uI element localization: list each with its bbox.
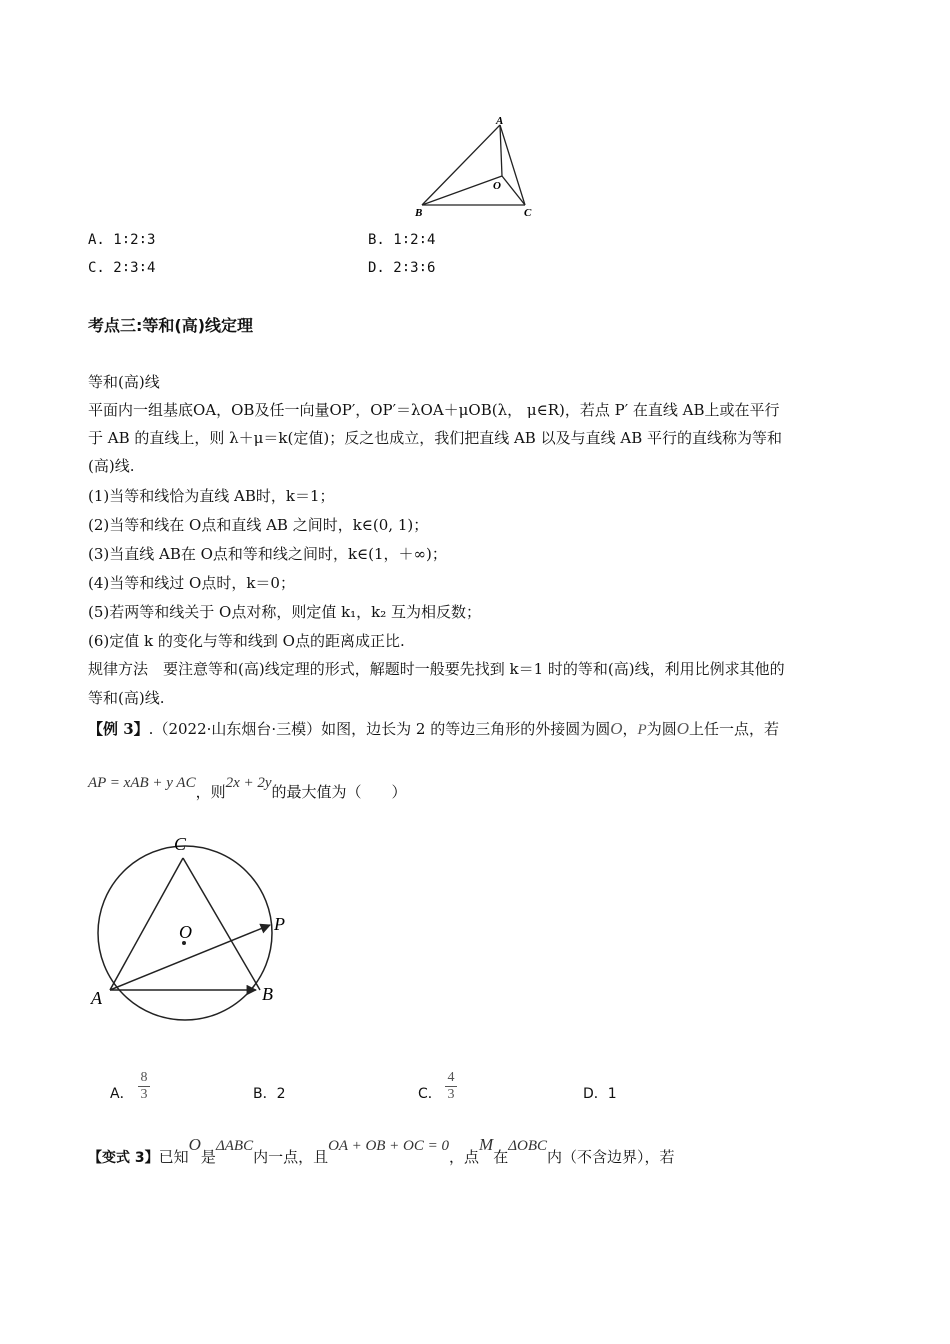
example3-tag: 【例 3】 [88, 720, 149, 738]
ex3-option-a-label: A． [110, 1086, 134, 1102]
example3-t4: 上任一点，若 [689, 720, 780, 738]
section-heading: 考点三:等和(高)线定理 [88, 316, 254, 335]
triangle-figure-1 [410, 110, 550, 220]
fig2-label-c: C [174, 834, 187, 854]
example3-o1: O [610, 719, 623, 738]
fig2-label-b: B [262, 984, 273, 1004]
fig1-label-o: O [493, 180, 501, 192]
body-line-4: (1)当等和线恰为直线 AB时，k＝1； [88, 487, 335, 505]
fig2-label-o: O [179, 922, 192, 942]
variant3-tri2: ΔOBC [508, 1138, 548, 1154]
body-line-7: (4)当等和线过 O点时，k＝0； [88, 574, 295, 592]
variant3-t2: 是 [200, 1148, 216, 1166]
variant3-t3: 内一点，且 [253, 1148, 329, 1166]
ex3-option-a-num: 8 [140, 1070, 148, 1085]
body-line-5: (2)当等和线在 O点和直线 AB 之间时，k∈(0, 1)； [88, 516, 429, 534]
body-line-10: 规律方法 要注意等和(高)线定理的形式，解题时一般要先找到 k＝1 时的等和(高)线，利用比例求其他的 [88, 660, 785, 678]
variant3-t6: 内（不含边界），若 [547, 1148, 675, 1166]
example3-formula: AP = xAB + y AC [88, 775, 196, 791]
fig2-label-a: A [91, 988, 102, 1008]
example3-t5: ，则 [195, 783, 226, 801]
example3-p: P [637, 722, 647, 738]
ex3-option-b: B．2 [253, 1086, 286, 1102]
variant3-t5: 在 [493, 1148, 509, 1166]
variant3-t4: ，点 [449, 1148, 480, 1166]
example3-text: .（2022·山东烟台·三模）如图，边长为 2 的等边三角形的外接圆为圆 [148, 720, 611, 738]
fig1-label-a: A [496, 115, 504, 127]
example3-line-2 [88, 775, 407, 807]
variant3-tag: 【变式 3】 [88, 1150, 159, 1166]
prev-option-c: C. 2∶3∶4 [88, 260, 156, 276]
ex3-option-d: D．1 [583, 1086, 617, 1102]
circle-triangle-figure [85, 830, 300, 1030]
ex3-option-a-fraction [138, 1070, 150, 1103]
ex3-option-c-fraction [445, 1070, 457, 1103]
body-line-6: (3)当直线 AB在 O点和等和线之间时，k∈(1，＋∞)； [88, 545, 447, 563]
example3-expr: 2x + 2y [225, 775, 272, 791]
ex3-option-a-den: 3 [140, 1087, 148, 1102]
example3-o2: O [676, 719, 689, 738]
body-line-9: (6)定值 k 的变化与等和线到 O点的距离成正比. [88, 632, 405, 650]
variant3-o: O [188, 1135, 201, 1154]
ex3-option-c-den: 3 [447, 1087, 455, 1102]
body-line-3: (高)线. [88, 457, 135, 475]
body-line-2: 于 AB 的直线上，则 λ＋μ＝k(定值)；反之也成立，我们把直线 AB 以及与直线 AB 平行的直线称为等和 [88, 429, 782, 447]
example3-t3: 为圆 [646, 720, 677, 738]
ex3-option-c-label: C． [418, 1086, 442, 1102]
prev-option-d: D. 2∶3∶6 [368, 260, 436, 276]
ex3-option-c-num: 4 [447, 1070, 455, 1085]
variant3-tri1: ΔABC [215, 1138, 254, 1154]
fig1-label-c: C [524, 207, 532, 219]
body-line-8: (5)若两等和线关于 O点对称，则定值 k₁，k₂ 互为相反数； [88, 603, 482, 621]
body-line-11: 等和(高)线. [88, 689, 165, 707]
fig2-label-p: P [274, 914, 285, 934]
fig1-label-b: B [415, 207, 423, 219]
example3-comma: ， [622, 720, 638, 738]
variant3-formula: OA + OB + OC = 0 [328, 1138, 450, 1154]
variant3-m: M [479, 1135, 494, 1154]
example3-t6: 的最大值为（ ） [271, 783, 407, 801]
body-line-1: 平面内一组基底OA，OB及任一向量OP′，OP′＝λOA＋μOB(λ， μ∈R)，若点 P′ 在直线 AB上或在平行 [88, 401, 780, 419]
section-title: 等和(高)线 [88, 373, 160, 391]
prev-option-b: B. 1∶2∶4 [368, 232, 436, 248]
variant3-t1: 已知 [158, 1148, 189, 1166]
example3-line-1 [88, 715, 779, 744]
variant3-line [88, 1135, 675, 1172]
prev-option-a: A. 1∶2∶3 [88, 232, 156, 248]
